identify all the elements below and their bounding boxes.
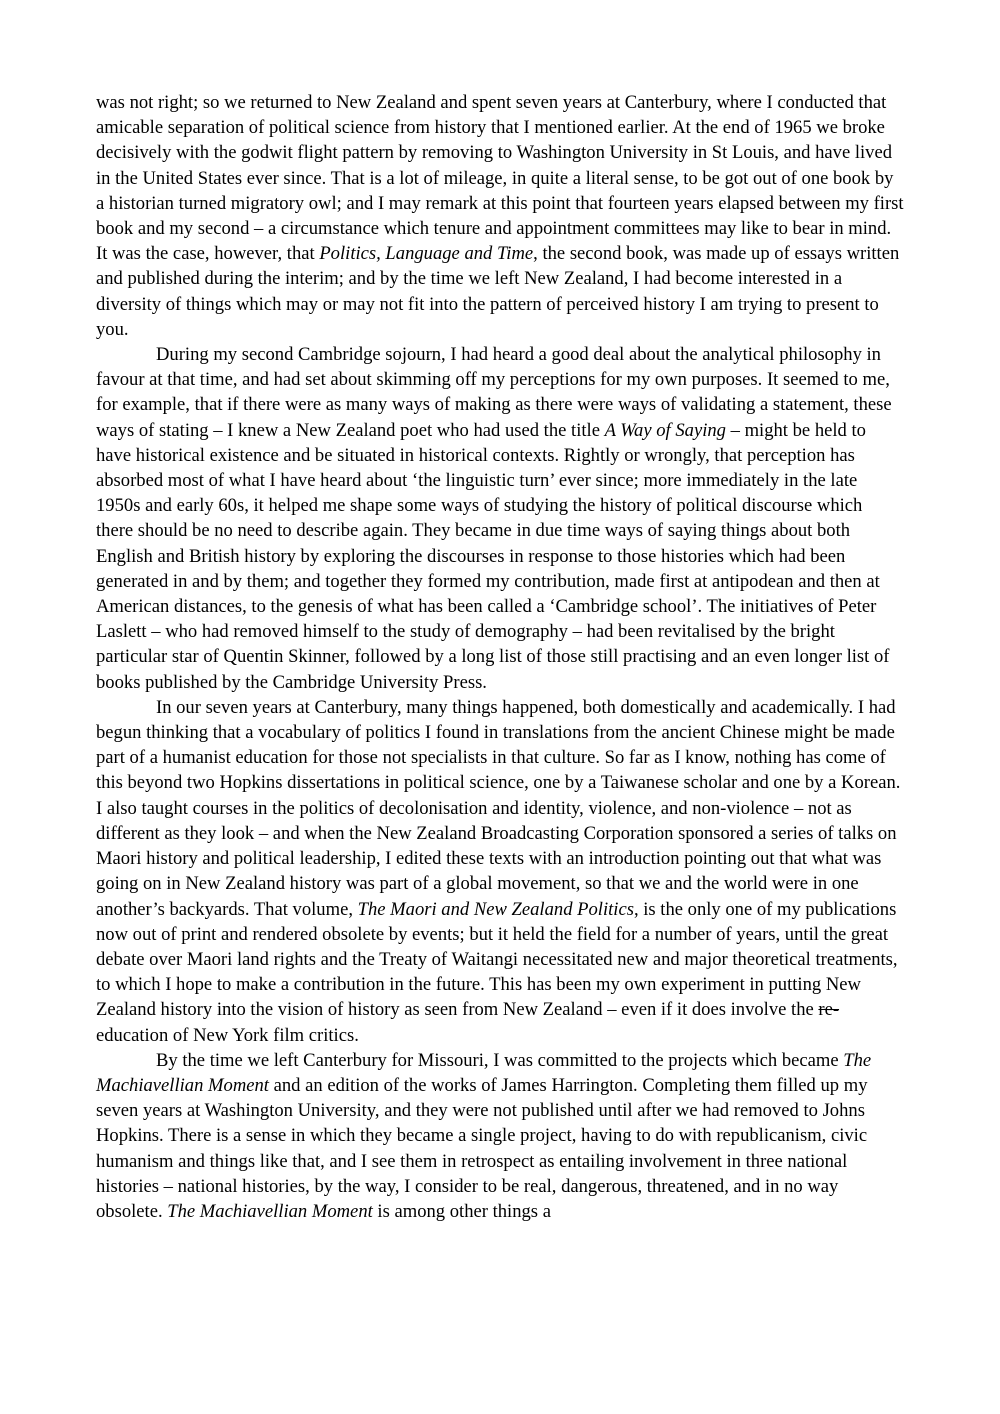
document-page: [96, 90, 904, 1224]
book-title-the-machiavellian-moment: The Machiavellian Moment: [167, 1200, 373, 1222]
paragraph-2: [96, 342, 904, 695]
paragraph-4: [96, 1048, 904, 1224]
paragraph-1: [96, 90, 904, 342]
paragraph-3-text: In our seven years at Canterbury, many things happened, both domestically and academically. I had begun thinking that a vocabulary of politics I found in translations from the ancient Chinese might be made part of a humanist education for those not specialists in that culture. So far as I know, nothing has come of this beyond two Hopkins dissertations in political science, one by a Taiwanese scholar and one by a Korean. I also taught courses in the politics of decolonisation and identity, violence, and non-violence – not as different as they look – and when the New Zealand Broadcasting Corporation sponsored a series of talks on Maori history and political leadership, I edited these texts with an introduction pointing out that what was going on in New Zealand history was part of a global movement, so that we and the world were in one another’s backyards. That volume,: [96, 696, 901, 920]
paragraph-1-text: , the second book, was made up of essays written and published during the interim; and by the time we left New Zealand, I had become interested in a diversity of things which may or may not fit into the pattern of perceived history I am trying to present to you.: [96, 243, 900, 340]
paragraph-3-text: education of New York film critics.: [96, 1024, 359, 1046]
paragraph-4-text: and an edition of the works of James Harrington. Completing them filled up my seven years at Washington University, and they were not published until after we had removed to Johns Hopkins. There is a sense in which they became a single project, having to do with republicanism, civic humanism and things like that, and I see them in retrospect as entailing involvement in three national histories – national histories, by the way, I consider to be real, dangerous, threatened, and in no way obsolete.: [96, 1074, 868, 1222]
paragraph-3-text: , is the only one of my publications now out of print and rendered obsolete by events; but it held the field for a number of years, until the great debate over Maori land rights and the Treaty of Waitangi necessitated new and major theoretical treatments, to which I hope to make a contribution in the future. This has been my own experiment in putting New Zealand history into the vision of history as seen from New Zealand – even if it does involve the: [96, 898, 898, 1021]
book-title-politics-language-and-time: Politics, Language and Time: [319, 243, 534, 265]
paragraph-1-text: was not right; so we returned to New Zealand and spent seven years at Canterbury, where I conducted that amicable separation of political science from history that I mentioned earlier. At the end of 1965 we broke decisively with the godwit flight pattern by removing to Washington University in St Louis, and have lived in the United States ever since. That is a lot of mileage, in quite a literal sense, to be got out of one book by a historian turned migratory owl; and I may remark at this point that fourteen years elapsed between my first book and my second – a circumstance which tenure and appointment committees may like to bear in mind. It was the case, however, that: [96, 92, 904, 265]
book-title-a-way-of-saying: A Way of Saying: [604, 419, 726, 441]
paragraph-2-text: – might be held to have historical existence and be situated in historical contexts. Rightly or wrongly, that perception has absorbed most of what I have heard about ‘the linguistic turn’ ever since; more immediately in the late 1950s and early 60s, it helped me shape some ways of studying the history of political discourse which there should be no need to describe again. They became in due time ways of saying things about both English and British history by exploring the discourses in response to those histories which had been generated in and by them; and together they formed my contribution, made first at antipodean and then at American distances, to the genesis of what has been called a ‘Cambridge school’. The initiatives of Peter Laslett – who had removed himself to the study of demography – had been revitalised by the bright particular star of Quentin Skinner, followed by a long list of those still practising and an even longer list of books published by the Cambridge University Press.: [96, 419, 890, 693]
paragraph-4-text: is among other things a: [372, 1200, 551, 1222]
struck-through-text: re-: [818, 999, 840, 1021]
book-title-the-maori-and-new-zealand-politics: The Maori and New Zealand Politics: [357, 898, 634, 920]
paragraph-4-text: By the time we left Canterbury for Missouri, I was committed to the projects which became: [156, 1049, 844, 1071]
book-title-the-machiavellian-moment: The Machiavellian Moment: [96, 1049, 872, 1096]
paragraph-3: [96, 695, 904, 1048]
paragraph-2-text: During my second Cambridge sojourn, I had heard a good deal about the analytical philosophy in favour at that time, and had set about skimming off my perceptions for my own purposes. It seemed to me, for example, that if there were as many ways of making as there were ways of validating a statement, these ways of stating – I knew a New Zealand poet who had used the title: [96, 344, 892, 441]
